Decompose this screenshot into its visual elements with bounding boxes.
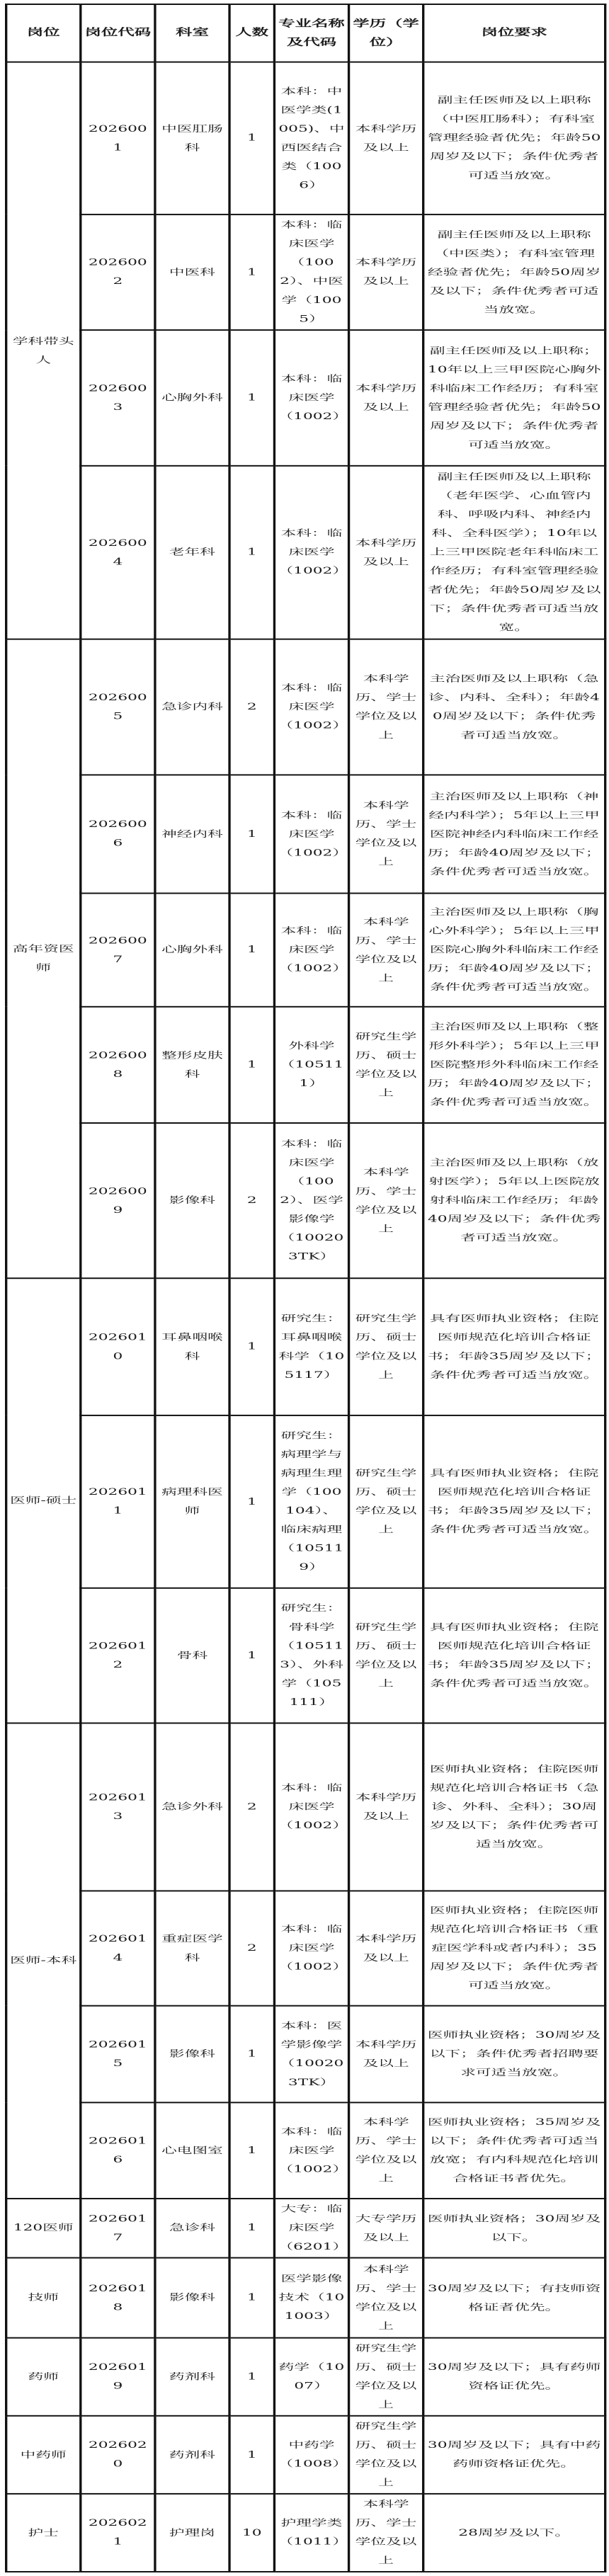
table-row bbox=[6, 894, 605, 1007]
department-cell: 急诊外科 bbox=[155, 1723, 229, 1891]
major-cell: 本科：临床医学（1002）、医学影像学（100203TK） bbox=[274, 1123, 348, 1278]
count-cell: 10 bbox=[229, 2494, 274, 2572]
education-cell: 本科学历、学士学位及以上 bbox=[349, 2494, 423, 2572]
education-cell: 本科学历及以上 bbox=[349, 1723, 423, 1891]
requirements-cell: 主治医师及以上职称（胸心外科学）；5年以上三甲医院心胸外科临床工作经历；年龄40周岁及以下；条件优秀者可适当放宽。 bbox=[423, 894, 605, 1007]
position-code-cell: 2026005 bbox=[81, 639, 155, 775]
count-cell: 1 bbox=[229, 2199, 274, 2258]
table-row bbox=[6, 215, 605, 330]
table-row bbox=[6, 330, 605, 466]
education-cell: 本科学历、学士学位及以上 bbox=[349, 775, 423, 893]
department-cell: 心胸外科 bbox=[155, 330, 229, 466]
header-position: 岗位 bbox=[6, 4, 81, 62]
position-group-cell: 医师-硕士 bbox=[6, 1278, 81, 1723]
education-cell: 研究生学历、硕士学位及以上 bbox=[349, 2338, 423, 2416]
department-cell: 药剂科 bbox=[155, 2416, 229, 2494]
header-count: 人数 bbox=[229, 4, 274, 62]
requirements-cell: 主治医师及以上职称（整形外科学）；5年以上三甲医院整形外科临床工作经历；年龄40周岁及以下；条件优秀者可适当放宽。 bbox=[423, 1007, 605, 1123]
education-cell: 大专学历及以上 bbox=[349, 2199, 423, 2258]
position-code-cell: 2026018 bbox=[81, 2258, 155, 2338]
position-code-cell: 2026001 bbox=[81, 62, 155, 215]
table-row bbox=[6, 466, 605, 639]
table-row bbox=[6, 639, 605, 775]
position-code-cell: 2026015 bbox=[81, 2006, 155, 2103]
requirements-cell: 医师执业资格；30周岁及以下；条件优秀者招聘要求可适当放宽。 bbox=[423, 2006, 605, 2103]
department-cell: 中医肛肠科 bbox=[155, 62, 229, 215]
table-row bbox=[6, 1123, 605, 1278]
count-cell: 1 bbox=[229, 1588, 274, 1723]
table-row bbox=[6, 2006, 605, 2103]
education-cell: 本科学历、学士学位及以上 bbox=[349, 639, 423, 775]
count-cell: 2 bbox=[229, 1891, 274, 2005]
education-cell: 本科学历、学士学位及以上 bbox=[349, 894, 423, 1007]
requirements-cell: 医师执业资格；30周岁及以下。 bbox=[423, 2199, 605, 2258]
position-group-cell: 高年资医师 bbox=[6, 639, 81, 1279]
major-cell: 本科：临床医学（1002） bbox=[274, 1891, 348, 2005]
position-group-cell: 护士 bbox=[6, 2494, 81, 2572]
count-cell: 1 bbox=[229, 1278, 274, 1415]
education-cell: 研究生学历、硕士学位及以上 bbox=[349, 1588, 423, 1723]
count-cell: 2 bbox=[229, 1123, 274, 1278]
position-group-cell: 学科带头人 bbox=[6, 62, 81, 639]
department-cell: 耳鼻咽喉科 bbox=[155, 1278, 229, 1415]
position-group-cell: 药师 bbox=[6, 2338, 81, 2416]
education-cell: 本科学历、学士学位及以上 bbox=[349, 2258, 423, 2338]
count-cell: 1 bbox=[229, 62, 274, 215]
education-cell: 本科学历及以上 bbox=[349, 1891, 423, 2005]
count-cell: 1 bbox=[229, 1415, 274, 1588]
department-cell: 心电图室 bbox=[155, 2102, 229, 2199]
department-cell: 急诊内科 bbox=[155, 639, 229, 775]
position-code-cell: 2026017 bbox=[81, 2199, 155, 2258]
position-code-cell: 2026014 bbox=[81, 1891, 155, 2005]
major-cell: 本科：中医学类(1005)、中西医结合类（1006） bbox=[274, 62, 348, 215]
major-cell: 研究生：耳鼻咽喉科学（105117） bbox=[274, 1278, 348, 1415]
department-cell: 骨科 bbox=[155, 1588, 229, 1723]
position-code-cell: 2026016 bbox=[81, 2102, 155, 2199]
major-cell: 医学影像技术（101003） bbox=[274, 2258, 348, 2338]
department-cell: 心胸外科 bbox=[155, 894, 229, 1007]
position-code-cell: 2026009 bbox=[81, 1123, 155, 1278]
count-cell: 1 bbox=[229, 2258, 274, 2338]
major-cell: 大专：临床医学（6201） bbox=[274, 2199, 348, 2258]
count-cell: 1 bbox=[229, 2338, 274, 2416]
count-cell: 1 bbox=[229, 2416, 274, 2494]
requirements-cell: 主治医师及以上职称（神经内科学）；5年以上三甲医院神经内科临床工作经历；年龄40周岁及以下；条件优秀者可适当放宽。 bbox=[423, 775, 605, 893]
position-code-cell: 2026012 bbox=[81, 1588, 155, 1723]
requirements-cell: 30周岁及以下；具有中药药师资格证优先。 bbox=[423, 2416, 605, 2494]
table-row bbox=[6, 1723, 605, 1891]
table-row bbox=[6, 1007, 605, 1123]
department-cell: 神经内科 bbox=[155, 775, 229, 893]
requirements-cell: 医师执业资格；住院医师规范化培训合格证书（重症医学科或者内科）；35周岁及以下；条件优秀者可适当放宽。 bbox=[423, 1891, 605, 2005]
requirements-cell: 副主任医师及以上职称（老年医学、心血管内科、呼吸内科、神经内科、全科医学）；10年以上三甲医院老年科临床工作经历；有科室管理经验者优先；年龄50周岁及以下；条件优秀者可适当放宽。 bbox=[423, 466, 605, 639]
position-code-cell: 2026010 bbox=[81, 1278, 155, 1415]
major-cell: 本科：临床医学（1002） bbox=[274, 775, 348, 893]
education-cell: 本科学历及以上 bbox=[349, 2006, 423, 2103]
major-cell: 中药学（1008） bbox=[274, 2416, 348, 2494]
table-row bbox=[6, 2102, 605, 2199]
requirements-cell: 具有医师执业资格；住院医师规范化培训合格证书；年龄35周岁及以下；条件优秀者可适当放宽。 bbox=[423, 1588, 605, 1723]
requirements-cell: 副主任医师及以上职称（中医类）；有科室管理经验者优先；年龄50周岁及以下；条件优秀者可适当放宽。 bbox=[423, 215, 605, 330]
recruitment-table bbox=[5, 4, 606, 2572]
department-cell: 整形皮肤科 bbox=[155, 1007, 229, 1123]
department-cell: 重症医学科 bbox=[155, 1891, 229, 2005]
count-cell: 2 bbox=[229, 1723, 274, 1891]
position-group-cell: 技师 bbox=[6, 2258, 81, 2338]
position-code-cell: 2026008 bbox=[81, 1007, 155, 1123]
major-cell: 本科：临床医学（1002）、中医学（1005） bbox=[274, 215, 348, 330]
education-cell: 本科学历及以上 bbox=[349, 466, 423, 639]
requirements-cell: 医师执业资格；35周岁及以下；条件优秀者可适当放宽；有内科规范化培训合格证书者优先。 bbox=[423, 2102, 605, 2199]
count-cell: 1 bbox=[229, 2006, 274, 2103]
header-position-code: 岗位代码 bbox=[81, 4, 155, 62]
count-cell: 1 bbox=[229, 466, 274, 639]
requirements-cell: 医师执业资格；住院医师规范化培训合格证书（急诊、外科、全科）；30周岁及以下；条件优秀者可适当放宽。 bbox=[423, 1723, 605, 1891]
table-row bbox=[6, 2338, 605, 2416]
table-row bbox=[6, 62, 605, 215]
requirements-cell: 28周岁及以下。 bbox=[423, 2494, 605, 2572]
count-cell: 1 bbox=[229, 775, 274, 893]
position-code-cell: 2026006 bbox=[81, 775, 155, 893]
department-cell: 影像科 bbox=[155, 1123, 229, 1278]
table-body bbox=[6, 62, 605, 2572]
requirements-cell: 具有医师执业资格；住院医师规范化培训合格证书；年龄35周岁及以下；条件优秀者可适当放宽。 bbox=[423, 1415, 605, 1588]
department-cell: 护理岗 bbox=[155, 2494, 229, 2572]
position-code-cell: 2026002 bbox=[81, 215, 155, 330]
table-row bbox=[6, 1415, 605, 1588]
major-cell: 本科：临床医学（1002） bbox=[274, 1723, 348, 1891]
count-cell: 1 bbox=[229, 330, 274, 466]
table-row bbox=[6, 775, 605, 893]
major-cell: 本科：临床医学（1002） bbox=[274, 330, 348, 466]
education-cell: 本科学历、学士学位及以上 bbox=[349, 2102, 423, 2199]
table-row bbox=[6, 2258, 605, 2338]
department-cell: 中医科 bbox=[155, 215, 229, 330]
education-cell: 研究生学历、硕士学位及以上 bbox=[349, 2416, 423, 2494]
department-cell: 影像科 bbox=[155, 2006, 229, 2103]
department-cell: 影像科 bbox=[155, 2258, 229, 2338]
major-cell: 研究生：骨科学（105113）、外科学（105111） bbox=[274, 1588, 348, 1723]
requirements-cell: 30周岁及以下；具有药师资格证优先。 bbox=[423, 2338, 605, 2416]
count-cell: 1 bbox=[229, 1007, 274, 1123]
table-row bbox=[6, 2416, 605, 2494]
major-cell: 本科：医学影像学（100203TK） bbox=[274, 2006, 348, 2103]
department-cell: 药剂科 bbox=[155, 2338, 229, 2416]
education-cell: 研究生学历、硕士学位及以上 bbox=[349, 1278, 423, 1415]
major-cell: 本科：临床医学（1002） bbox=[274, 2102, 348, 2199]
education-cell: 本科学历及以上 bbox=[349, 330, 423, 466]
position-code-cell: 2026003 bbox=[81, 330, 155, 466]
requirements-cell: 副主任医师及以上职称（中医肛肠科）；有科室管理经验者优先；年龄50周岁及以下；条件优秀者可适当放宽。 bbox=[423, 62, 605, 215]
table-header-row bbox=[6, 4, 605, 62]
major-cell: 外科学（105111） bbox=[274, 1007, 348, 1123]
position-code-cell: 2026007 bbox=[81, 894, 155, 1007]
position-group-cell: 120医师 bbox=[6, 2199, 81, 2258]
position-group-cell: 医师-本科 bbox=[6, 1723, 81, 2199]
position-code-cell: 2026019 bbox=[81, 2338, 155, 2416]
requirements-cell: 具有医师执业资格；住院医师规范化培训合格证书；年龄35周岁及以下；条件优秀者可适当放宽。 bbox=[423, 1278, 605, 1415]
requirements-cell: 30周岁及以下；有技师资格证者优先。 bbox=[423, 2258, 605, 2338]
header-major: 专业名称及代码 bbox=[274, 4, 348, 62]
table-row bbox=[6, 1588, 605, 1723]
table-row bbox=[6, 1891, 605, 2005]
department-cell: 老年科 bbox=[155, 466, 229, 639]
position-code-cell: 2026011 bbox=[81, 1415, 155, 1588]
count-cell: 1 bbox=[229, 894, 274, 1007]
education-cell: 研究生学历、硕士学位及以上 bbox=[349, 1415, 423, 1588]
position-code-cell: 2026021 bbox=[81, 2494, 155, 2572]
position-group-cell: 中药师 bbox=[6, 2416, 81, 2494]
department-cell: 急诊科 bbox=[155, 2199, 229, 2258]
count-cell: 1 bbox=[229, 2102, 274, 2199]
table-row bbox=[6, 2494, 605, 2572]
position-code-cell: 2026020 bbox=[81, 2416, 155, 2494]
major-cell: 本科：临床医学（1002） bbox=[274, 466, 348, 639]
education-cell: 本科学历及以上 bbox=[349, 62, 423, 215]
major-cell: 本科：临床医学（1002） bbox=[274, 894, 348, 1007]
requirements-cell: 副主任医师及以上职称；10年以上三甲医院心胸外科临床工作经历；有科室管理经验者优先；年龄50周岁及以下；条件优秀者可适当放宽。 bbox=[423, 330, 605, 466]
major-cell: 药学（1007） bbox=[274, 2338, 348, 2416]
table-row bbox=[6, 2199, 605, 2258]
count-cell: 2 bbox=[229, 639, 274, 775]
table-row bbox=[6, 1278, 605, 1415]
requirements-cell: 主治医师及以上职称（急诊、内科、全科）；年龄40周岁及以下；条件优秀者可适当放宽。 bbox=[423, 639, 605, 775]
position-code-cell: 2026004 bbox=[81, 466, 155, 639]
major-cell: 护理学类（1011） bbox=[274, 2494, 348, 2572]
header-department: 科室 bbox=[155, 4, 229, 62]
position-code-cell: 2026013 bbox=[81, 1723, 155, 1891]
major-cell: 本科：临床医学（1002） bbox=[274, 639, 348, 775]
count-cell: 1 bbox=[229, 215, 274, 330]
header-requirements: 岗位要求 bbox=[423, 4, 605, 62]
department-cell: 病理科医师 bbox=[155, 1415, 229, 1588]
education-cell: 本科学历、学士学位及以上 bbox=[349, 1123, 423, 1278]
education-cell: 研究生学历、硕士学位及以上 bbox=[349, 1007, 423, 1123]
header-education: 学历（学位） bbox=[349, 4, 423, 62]
requirements-cell: 主治医师及以上职称（放射医学）；5年以上医院放射科临床工作经历；年龄40周岁及以下；条件优秀者可适当放宽。 bbox=[423, 1123, 605, 1278]
major-cell: 研究生：病理学与病理生理学（100104）、临床病理（105119） bbox=[274, 1415, 348, 1588]
education-cell: 本科学历及以上 bbox=[349, 215, 423, 330]
